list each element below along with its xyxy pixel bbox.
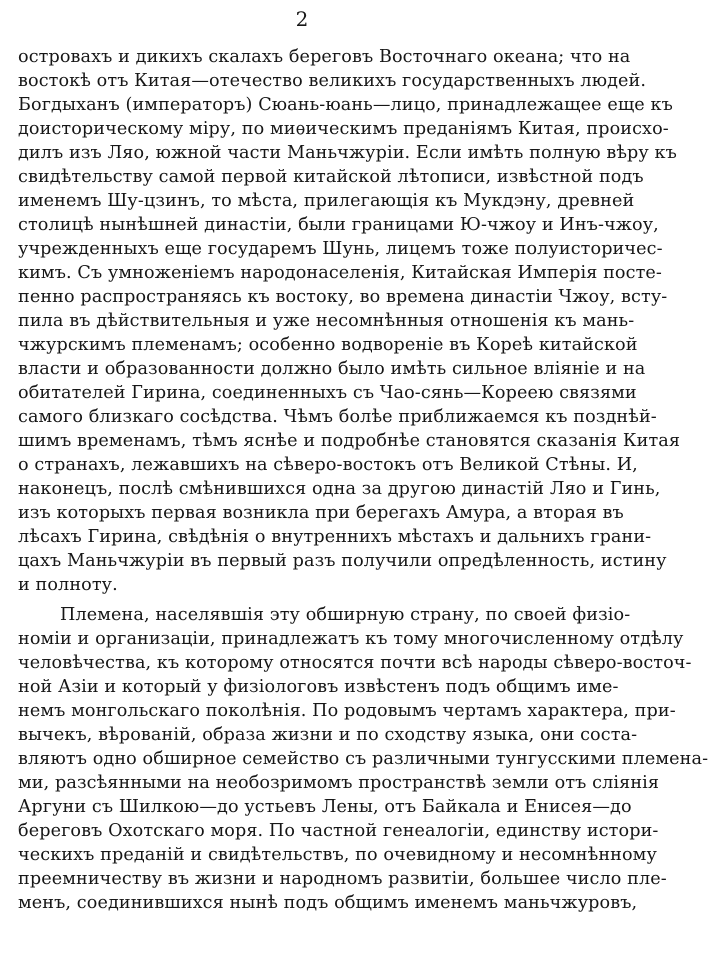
page-number: 2 xyxy=(295,7,309,31)
text-line: Аргуни съ Шилкою—до устьевъ Лены, отъ Байкала и Енисея—до xyxy=(18,797,632,817)
text-line: пила въ дѣйствительныя и уже несомнѣнныя отношенія къ мань- xyxy=(18,311,635,331)
text-line: чжурскимъ племенамъ; особенно водвореніе въ Кореѣ китайской xyxy=(18,335,638,355)
text-line: ми, разсѣянными на необозримомъ пространствѣ земли отъ сліянія xyxy=(18,773,660,793)
text-line: власти и образованности должно было имѣть сильное вліяніе и на xyxy=(18,359,646,379)
text-line: цахъ Маньчжуріи въ первый разъ получили опредѣленность, истину xyxy=(18,551,667,571)
text-line: кимъ. Съ умноженіемъ народонаселенія, Китайская Имперія поcте- xyxy=(18,263,662,283)
text-line: дилъ изъ Ляо, южной части Маньчжуріи. Если имѣть полную вѣру къ xyxy=(18,143,677,163)
text-line: человѣчества, къ которому относятся почти всѣ народы сѣверо-восточ- xyxy=(18,653,692,673)
text-line: немъ монгольскаго поколѣнія. По родовымъ чертамъ характера, при- xyxy=(18,701,676,721)
text-line: береговъ Охотскаго моря. По частной генеалогіи, единству истори- xyxy=(18,821,659,841)
text-line: ной Азіи и который у физіологовъ извѣстенъ подъ общимъ име- xyxy=(18,677,619,697)
text-line: доисторическому міру, по миѳическимъ преданіямъ Китая, происхо- xyxy=(18,119,669,139)
text-line: учрежденныхъ еще государемъ Шунь, лицемъ тоже полуисторичес- xyxy=(18,239,663,259)
text-line: востокѣ отъ Китая—отечество великихъ государственныхъ людей. xyxy=(18,71,647,91)
text-line: наконецъ, послѣ смѣнившихся одна за другою династій Ляо и Гинь, xyxy=(18,479,661,499)
text-line: номіи и организаціи, принадлежатъ къ тому многочисленному отдѣлу xyxy=(18,629,684,649)
text-line: самого близкаго сосѣдства. Чѣмъ болѣе приближаемся къ позднѣй- xyxy=(18,407,657,427)
text-line: лѣсахъ Гирина, свѣдѣнія о внутреннихъ мѣстахъ и дальнихъ грани- xyxy=(18,527,652,547)
text-line: именемъ Шу-цзинъ, то мѣста, прилегающія къ Мукдэну, древней xyxy=(18,191,635,211)
text-line: изъ которыхъ первая возникла при берегахъ Амура, а вторая въ xyxy=(18,503,624,523)
text-line: ческихъ преданій и свидѣтельствъ, по очевидному и несомнѣнному xyxy=(18,845,657,865)
text-line: менъ, соединившихся нынѣ подъ общимъ именемъ маньчжуровъ, xyxy=(18,893,638,913)
text-line: вляютъ одно обширное семейство съ различными тунгусскими племена- xyxy=(18,749,708,769)
text-line: свидѣтельству самой первой китайской лѣтописи, извѣстной подъ xyxy=(18,167,644,187)
text-line: Богдыханъ (императоръ) Сюань-юань—лицо, принадлежащее еще къ xyxy=(18,95,673,115)
text-line: и полноту. xyxy=(18,575,118,595)
text-line: островахъ и дикихъ скалахъ береговъ Восточнаго океана; что на xyxy=(18,47,631,67)
text-line: шимъ временамъ, тѣмъ яснѣе и подробнѣе становятся сказанія Китая xyxy=(18,431,681,451)
text-line: столицѣ нынѣшней династіи, были границами Ю-чжоу и Инъ-чжоу, xyxy=(18,215,659,235)
text-line: о странахъ, лежавшихъ на сѣверо-востокъ отъ Великой Стѣны. И, xyxy=(18,455,638,475)
text-line: Племена, населявшія эту обширную страну, по своей физіо- xyxy=(60,605,631,625)
text-line: вычекъ, вѣрованій, образа жизни и по сходству языка, они соста- xyxy=(18,725,638,745)
text-line: обитателей Гирина, соединенныхъ съ Чао-сянь—Кореею связями xyxy=(18,383,637,403)
text-line: преемничеству въ жизни и народномъ развитіи, большее число пле- xyxy=(18,869,667,889)
text-line: пенно распространяясь къ востоку, во времена династіи Чжоу, всту- xyxy=(18,287,668,307)
